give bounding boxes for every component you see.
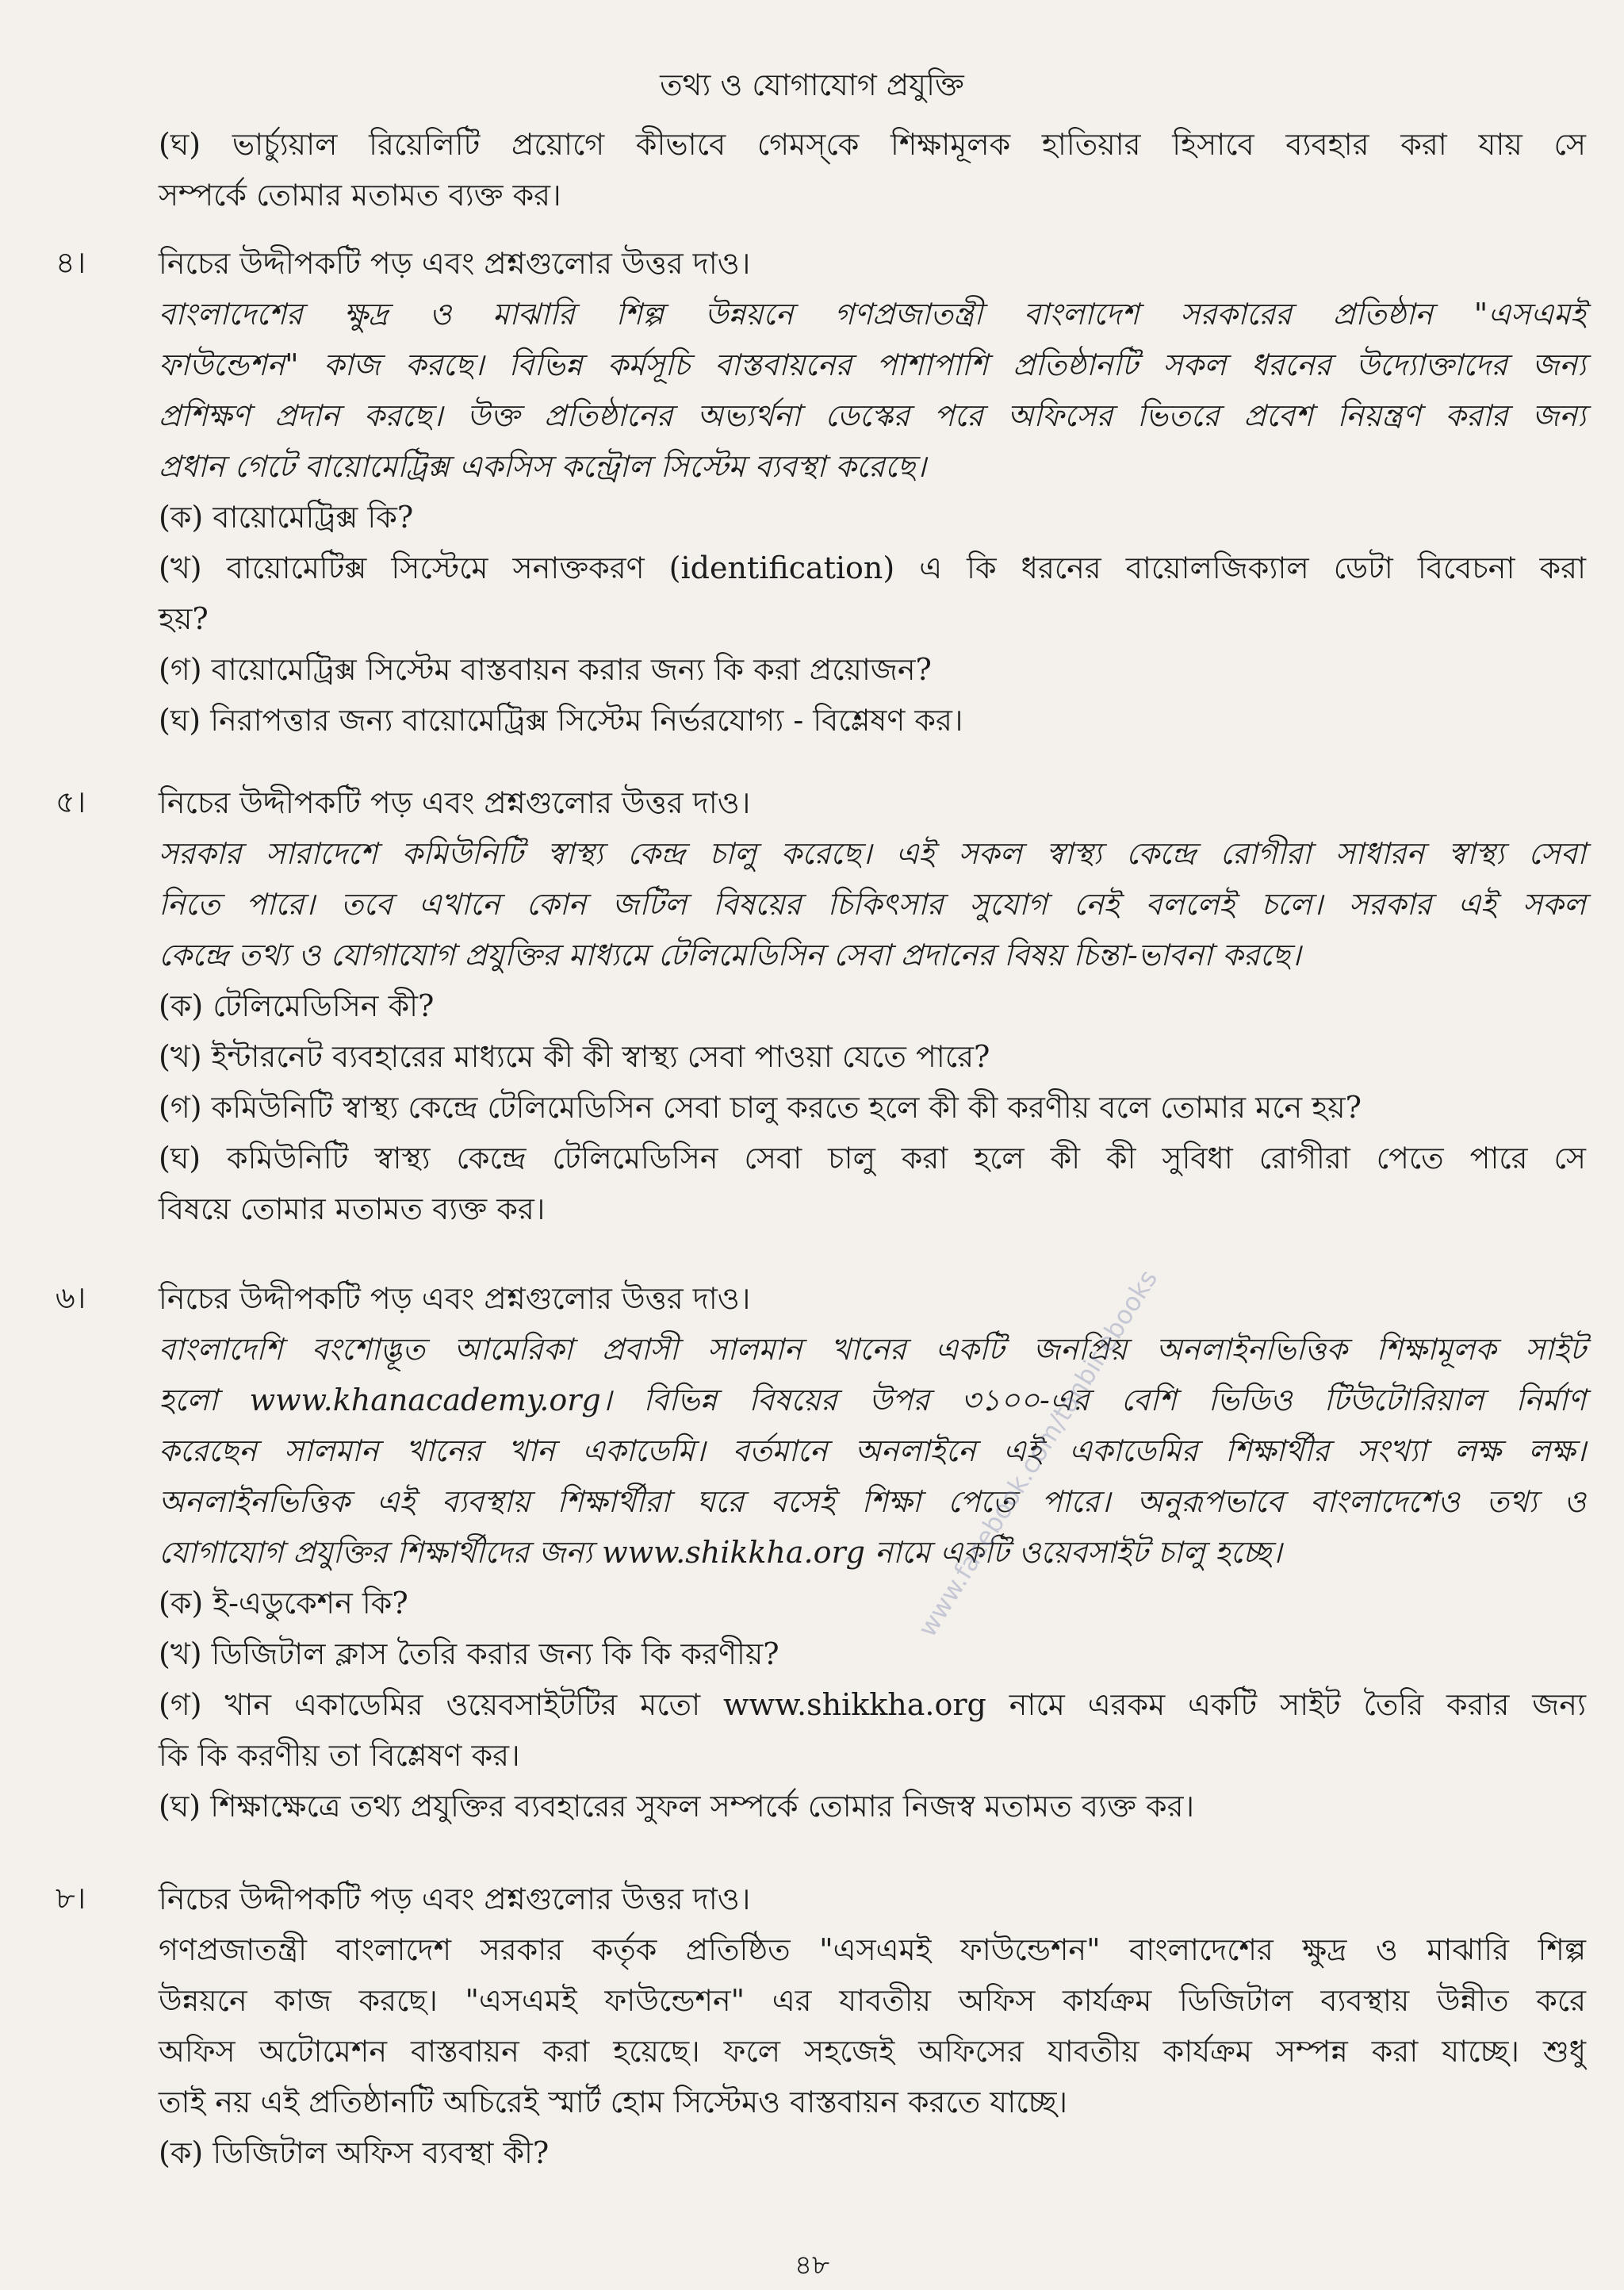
question-5-stimulus-line: সরকার সারাদেশে কমিউনিটি স্বাস্থ্য কেন্দ্র চালু করেছে। এই সকল স্বাস্থ্য কেন্দ্রে রোগীরা সাধারন স্বাস্থ্য সেবা xyxy=(159,836,1586,871)
question-6-prompt: নিচের উদ্দীপকটি পড় এবং প্রশ্নগুলোর উত্তর দাও। xyxy=(159,1281,751,1316)
question-4-stimulus-line: প্রশিক্ষণ প্রদান করছে। উক্ত প্রতিষ্ঠানের অভ্যর্থনা ডেস্কের পরে অফিসের ভিতরে প্রবেশ নিয়ন্ত্রণ করার জন্য xyxy=(159,398,1586,433)
question-8-stimulus-line: অফিস অটোমেশন বাস্তবায়ন করা হয়েছে। ফলে সহজেই অফিসের যাবতীয় কার্যক্রম সম্পন্ন করা যাচ্ছে। শুধু xyxy=(159,2034,1586,2069)
watermark-text: www.facebook.com/tanbir.ebooks xyxy=(912,1264,1164,1643)
question-4-ka: (ক) বায়োমেট্রিক্স কি? xyxy=(159,500,414,535)
question-5-stimulus-line: নিতে পারে। তবে এখানে কোন জটিল বিষয়ের চিকিৎসার সুযোগ নেই বললেই চলে। সরকার এই সকল xyxy=(159,887,1586,922)
question-5-ka: (ক) টেলিমেডিসিন কী? xyxy=(159,988,435,1023)
question-6-ga-line-2: কি কি করণীয় তা বিশ্লেষণ কর। xyxy=(159,1738,520,1773)
question-6 xyxy=(159,1273,1586,1832)
question-4 xyxy=(159,238,1586,746)
question-4-kha-line-2: হয়? xyxy=(159,601,209,636)
question-6-ka: (ক) ই-এডুকেশন কি? xyxy=(159,1586,408,1621)
question-6-stimulus-line: করেছেন সালমান খানের খান একাডেমি। বর্তমানে অনলাইনে এই একাডেমির শিক্ষার্থীর সংখ্যা লক্ষ লক্ষ। xyxy=(159,1433,1586,1468)
question-5-stimulus-line: কেন্দ্রে তথ্য ও যোগাযোগ প্রযুক্তির মাধ্যমে টেলিমেডিসিন সেবা প্রদানের বিষয় চিন্তা-ভাবনা করছে। xyxy=(159,938,1301,972)
question-6-gha: (ঘ) শিক্ষাক্ষেত্রে তথ্য প্রযুক্তির ব্যবহারের সুফল সম্পর্কে তোমার নিজস্ব মতামত ব্যক্ত কর। xyxy=(159,1789,1195,1824)
question-5-number: ৫। xyxy=(56,784,86,819)
question-6-stimulus-line: বাংলাদেশি বংশোদ্ভূত আমেরিকা প্রবাসী সালমান খানের একটি জনপ্রিয় অনলাইনভিত্তিক শিক্ষামূলক সাইট xyxy=(159,1332,1586,1367)
question-4-stimulus-line: বাংলাদেশের ক্ষুদ্র ও মাঝারি শিল্প উন্নয়নে গণপ্রজাতন্ত্রী বাংলাদেশ সরকারের প্রতিষ্ঠান "এসএমই xyxy=(159,297,1586,332)
page-number: ৪৮ xyxy=(794,2250,830,2281)
question-6-kha: (খ) ডিজিটাল ক্লাস তৈরি করার জন্য কি কি করণীয়? xyxy=(159,1636,779,1671)
question-5-prompt: নিচের উদ্দীপকটি পড় এবং প্রশ্নগুলোর উত্তর দাও। xyxy=(159,785,751,820)
question-6-stimulus-line: অনলাইনভিত্তিক এই ব্যবস্থায় শিক্ষার্থীরা ঘরে বসেই শিক্ষা পেতে পারে। অনুরূপভাবে বাংলাদেশেও তথ্য ও xyxy=(159,1484,1586,1519)
prev-gha-line-1: (ঘ) ভার্চ্যুয়াল রিয়েলিটি প্রয়োগে কীভাবে গেমস্‌কে শিক্ষামূলক হাতিয়ার হিসাবে ব্যবহার করা যায় সে xyxy=(159,127,1586,162)
question-5-ga: (গ) কমিউনিটি স্বাস্থ্য কেন্দ্রে টেলিমেডিসিন সেবা চালু করতে হলে কী কী করণীয় বলে তোমার মনে হয়? xyxy=(159,1090,1362,1125)
page-header-title: তথ্য ও যোগাযোগ প্রযুক্তি xyxy=(660,67,964,102)
question-4-number: ৪। xyxy=(56,245,86,280)
question-6-stimulus-line: হলো www.khanacademy.org। বিভিন্ন বিষয়ের উপর ৩১০০-এর বেশি ভিডিও টিউটোরিয়াল নির্মাণ xyxy=(159,1383,1586,1417)
question-8-stimulus-line: গণপ্রজাতন্ত্রী বাংলাদেশ সরকার কর্তৃক প্রতিষ্ঠিত "এসএমই ফাউন্ডেশন" বাংলাদেশের ক্ষুদ্র ও মাঝারি শিল্প xyxy=(159,1932,1586,1967)
question-4-ga: (গ) বায়োমেট্রিক্স সিস্টেম বাস্তবায়ন করার জন্য কি করা প্রয়োজন? xyxy=(159,652,932,687)
question-8 xyxy=(159,1874,1586,2178)
question-4-stimulus-line: ফাউন্ডেশন" কাজ করছে। বিভিন্ন কর্মসূচি বাস্তবায়নের পাশাপাশি প্রতিষ্ঠানটি সকল ধরনের উদ্যোক্তাদের জন্য xyxy=(159,347,1586,382)
question-6-number: ৬। xyxy=(56,1280,86,1315)
question-8-stimulus-line: উন্নয়নে কাজ করছে। "এসএমই ফাউন্ডেশন" এর যাবতীয় অফিস কার্যক্রম ডিজিটাল ব্যবস্থায় উন্নীত করে xyxy=(159,1983,1586,2018)
question-8-stimulus-line: তাই নয় এই প্রতিষ্ঠানটি অচিরেই স্মার্ট হোম সিস্টেমও বাস্তবায়ন করতে যাচ্ছে। xyxy=(159,2085,1068,2119)
question-5-gha-line-2: বিষয়ে তোমার মতামত ব্যক্ত কর। xyxy=(159,1191,546,1226)
question-8-number: ৮। xyxy=(56,1881,86,1916)
prev-gha-line-2: সম্পর্কে তোমার মতামত ব্যক্ত কর। xyxy=(159,178,561,213)
question-8-ka: (ক) ডিজিটাল অফিস ব্যবস্থা কী? xyxy=(159,2135,550,2170)
question-8-prompt: নিচের উদ্দীপকটি পড় এবং প্রশ্নগুলোর উত্তর দাও। xyxy=(159,1881,751,1916)
question-6-stimulus-line: যোগাযোগ প্রযুক্তির শিক্ষার্থীদের জন্য www.shikkha.org নামে একটি ওয়েবসাইট চালু হচ্ছে। xyxy=(159,1535,1282,1570)
question-4-kha-line-1: (খ) বায়োমেটিক্স সিস্টেমে সনাক্তকরণ (identification) এ কি ধরনের বায়োলজিক্যাল ডেটা বিবেচনা করা xyxy=(159,550,1586,585)
question-5 xyxy=(159,777,1586,1234)
prev-question-tail xyxy=(159,119,1586,221)
question-5-gha-line-1: (ঘ) কমিউনিটি স্বাস্থ্য কেন্দ্রে টেলিমেডিসিন সেবা চালু করা হলে কী কী সুবিধা রোগীরা পেতে পারে সে xyxy=(159,1141,1586,1176)
question-5-kha: (খ) ইন্টারনেট ব্যবহারের মাধ্যমে কী কী স্বাস্থ্য সেবা পাওয়া যেতে পারে? xyxy=(159,1039,990,1074)
question-4-gha: (ঘ) নিরাপত্তার জন্য বায়োমেট্রিক্স সিস্টেম নির্ভরযোগ্য - বিশ্লেষণ কর। xyxy=(159,703,963,738)
question-6-ga-line-1: (গ) খান একাডেমির ওয়েবসাইটটির মতো www.shikkha.org নামে এরকম একটি সাইট তৈরি করার জন্য xyxy=(159,1687,1586,1722)
question-4-prompt: নিচের উদ্দীপকটি পড় এবং প্রশ্নগুলোর উত্তর দাও। xyxy=(159,246,751,281)
question-4-stimulus-line: প্রধান গেটে বায়োমেট্রিক্স একসিস কন্ট্রোল সিস্টেম ব্যবস্থা করেছে। xyxy=(159,449,926,484)
